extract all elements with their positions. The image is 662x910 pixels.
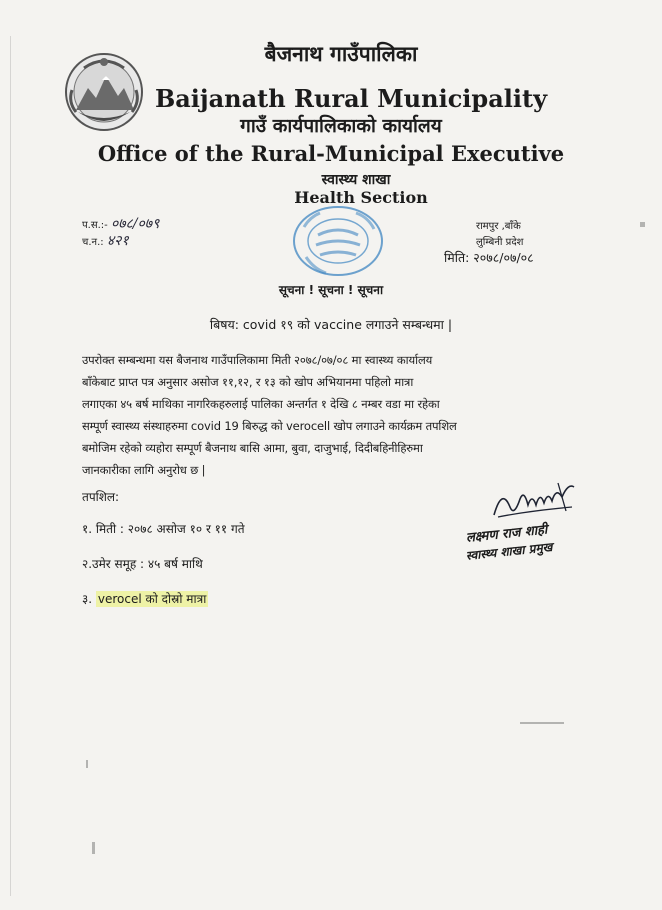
dispatch-number-label: च.न.: [82,237,104,248]
detail-date: १. मिती : २०७८ असोज १० र ११ गते [82,522,245,536]
details-heading: तपशिल: [82,490,120,504]
letter-date: मिति: २०७८/०७/०८ [444,250,534,265]
body-line: उपरोक्त सम्बन्धमा यस बैजनाथ गाउँपालिकामा मिती २०७८/०७/०८ मा स्वास्थ्य कार्यालय [82,353,433,367]
address-line-2: लुम्बिनी प्रदेश [476,237,524,248]
letter-number-value: ०७८/०७९ [110,216,160,232]
office-name-english: Office of the Rural-Municipal Executive [97,141,565,166]
scan-speck [640,222,645,227]
detail-dose [82,590,208,607]
letter-number-label: प.स.:- [82,220,108,231]
address-line-1: रामपुर ,बाँके [476,221,521,232]
signatory-title: स्वास्थ्य शाखा प्रमुख [465,539,554,563]
signatory-name: लक्ष्मण राज शाही [465,522,549,546]
detail-dose-highlight: verocel को दोस्रो मात्रा [97,592,207,606]
handwritten-signature [488,477,578,523]
dispatch-number-value: ४२१ [106,233,129,249]
body-line: बाँकेबाट प्राप्त पत्र अनुसार असोज ११,१२, र १३ को खोप अभियानमा पहिलो मात्रा [82,375,414,389]
office-name-nepali: गाउँ कार्यपालिकाको कार्यालय [240,115,442,137]
body-line: बमोजिम रहेको व्यहोरा सम्पूर्ण बैजनाथ बासि आमा, बुवा, दाजुभाई, दिदीबहिनीहिरुमा [82,441,423,455]
scan-edge [10,36,11,896]
office-stamp [290,203,386,279]
subject-line: बिषय: covid १९ को vaccine लगाउने सम्बन्धमा | [209,317,453,332]
notice-title: सूचना ! सूचना ! सूचना [278,283,384,297]
scan-speck [92,842,95,854]
detail-age-group: २.उमेर समूह : ४५ बर्ष माथि [82,557,203,571]
scan-speck [86,760,88,768]
notice-body [82,349,592,481]
body-line: जानकारीका लागि अनुरोध छ | [82,463,206,477]
body-line: सम्पूर्ण स्वास्थ्य संस्थाहरुमा covid 19 बिरुद्ध को verocell खोप लगाउने कार्यक्रम तपशिल [82,419,457,433]
dispatch-number [82,231,129,250]
section-name-nepali: स्वास्थ्य शाखा [321,172,391,188]
municipality-name-nepali: बैजनाथ गाउँपालिका [264,41,418,66]
section-name-english: Health Section [294,188,428,207]
body-line: लगाएका ४५ बर्ष माथिका नागरिकहरुलाई पालिका अन्तर्गत १ देखि ८ नम्बर वडा मा रहेका [82,397,440,411]
scan-speck [520,722,564,724]
municipality-name-english: Baijanath Rural Municipality [154,84,548,113]
detail-dose-number: ३. [82,592,93,606]
